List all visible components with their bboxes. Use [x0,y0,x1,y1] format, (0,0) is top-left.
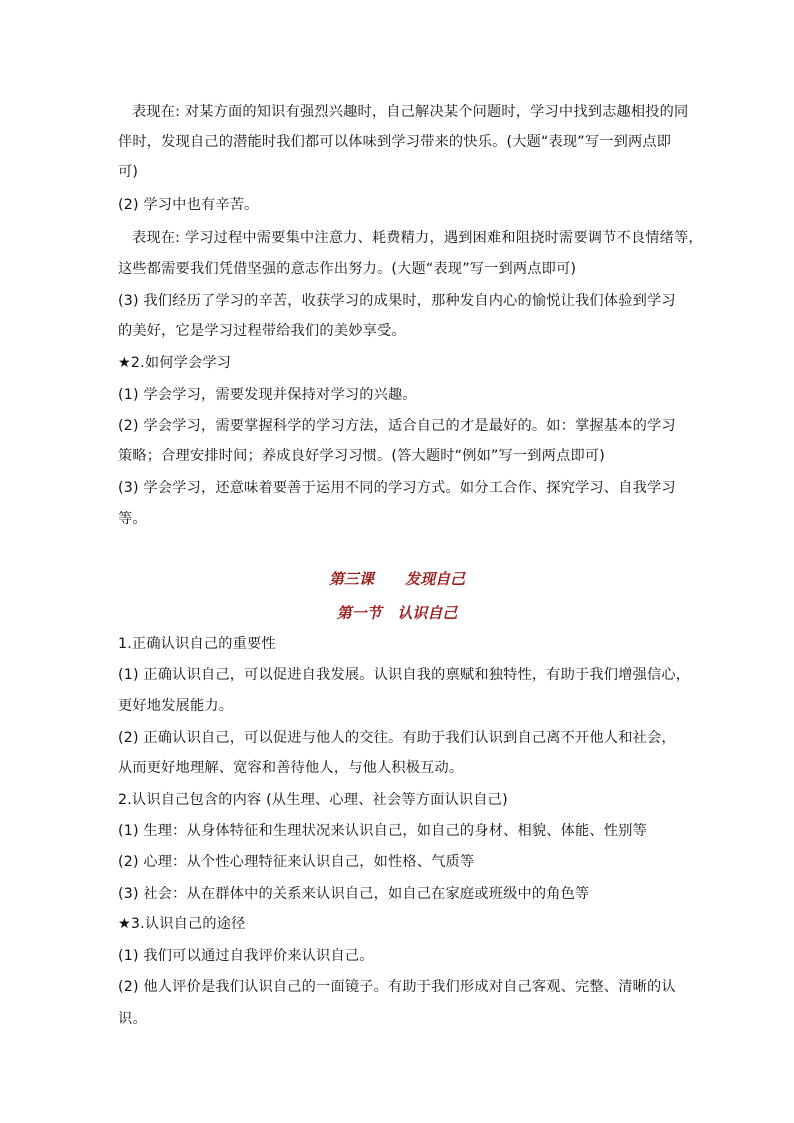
text-line: 更好地发展能力。 [118,698,234,714]
text-line: 表现在: 学习过程中需要集中注意力、耗费精力，遇到困难和阻挠时需要调节不良情绪等， [132,230,703,246]
lesson-heading: 第三课 发现自己 [328,570,466,588]
text-line: 表现在: 对某方面的知识有强烈兴趣时，自己解决某个问题时，学习中找到志趣相投的同 [132,104,689,120]
text-line: 的美好，它是学习过程带给我们的美妙享受。 [118,323,406,339]
text-line: (1) 我们可以通过自我评价来认识自己。 [118,948,374,964]
text-line: (1) 正确认识自己，可以促进自我发展。认识自我的禀赋和独特性，有助于我们增强信心， [118,667,691,683]
text-line: (1) 生理：从身体特征和生理状况来认识自己，如自己的身材、相貌、体能、性别等 [118,823,647,839]
text-line: 伴时，发现自己的潜能时我们都可以体味到学习带来的快乐。(大题“表现”写一到两点即 [118,134,672,150]
text-line: (3) 我们经历了学习的辛苦，收获学习的成果时，那种发自内心的愉悦让我们体验到学习 [118,293,676,309]
text-line: (3) 学会学习，还意味着要善于运用不同的学习方式。如分工合作、探究学习、自我学习 [118,480,676,496]
text-line: 可) [118,164,139,180]
section-title-how-to-learn: ★2.如何学会学习 [118,355,232,371]
text-line: 等。 [118,511,147,527]
text-line: 识。 [118,1011,147,1027]
text-line: (2) 学会学习，需要掌握科学的学习方法，适合自己的才是最好的。如：掌握基本的学习 [118,418,676,434]
text-line: (1) 学会学习，需要发现并保持对学习的兴趣。 [118,387,417,403]
subsection-title-content: 2.认识自己包含的内容 (从生理、心理、社会等方面认识自己) [118,792,508,808]
text-line: (2) 心理：从个性心理特征来认识自己，如性格、气质等 [118,854,475,870]
text-line: (2) 他人评价是我们认识自己的一面镜子。有助于我们形成对自己客观、完整、清晰的认 [118,979,676,995]
text-line: 从而更好地理解、宽容和善待他人，与他人积极互动。 [118,760,464,776]
text-line: (3) 社会：从在群体中的关系来认识自己，如自己在家庭或班级中的角色等 [118,886,590,902]
text-line: (2) 学习中也有辛苦。 [118,197,259,213]
text-line: 这些都需要我们凭借坚强的意志作出努力。(大题“表现”写一到两点即可) [118,261,577,277]
subsection-title-importance: 1.正确认识自己的重要性 [118,636,276,652]
text-line: (2) 正确认识自己，可以促进与他人的交往。有助于我们认识到自己离不开他人和社会， [118,730,676,746]
text-line: 策略；合理安排时间；养成良好学习习惯。(答大题时“例如”写一到两点即可) [118,448,605,464]
section-heading: 第一节 认识自己 [336,604,458,622]
subsection-title-ways: ★3.认识自己的途径 [118,916,246,932]
